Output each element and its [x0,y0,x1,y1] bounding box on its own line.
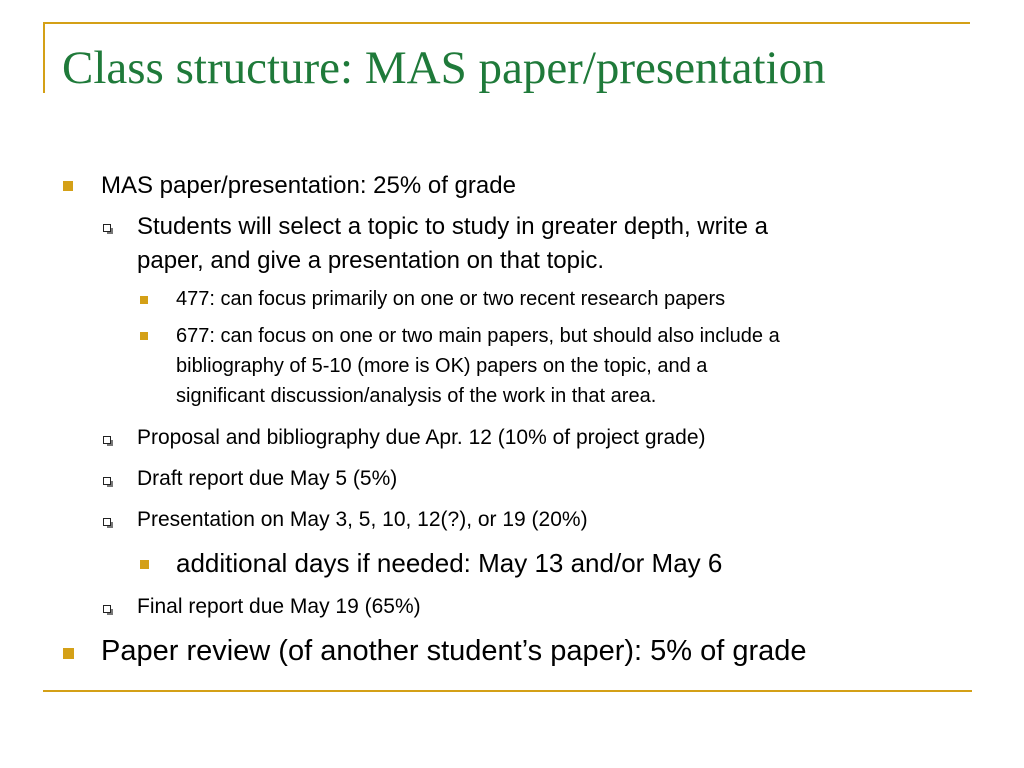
hollow-square-bullet-icon [103,605,111,613]
square-bullet-icon [140,296,148,304]
bullet-mas-paper: MAS paper/presentation: 25% of grade [101,172,516,199]
bullet-students-select-line2: paper, and give a presentation on that topic. [137,247,605,274]
bullet-presentation: Presentation on May 3, 5, 10, 12(?), or 19 (20%) [137,508,588,531]
square-bullet-icon [63,181,73,191]
bullet-final-report: Final report due May 19 (65%) [137,595,421,618]
bullet-677-line2: bibliography of 5-10 (more is OK) papers on the topic, and a [176,355,708,377]
bullet-additional-days: additional days if needed: May 13 and/or May 6 [176,548,723,578]
bullet-677-line1: 677: can focus on one or two main papers, but should also include a [176,325,780,347]
hollow-square-bullet-icon [103,477,111,485]
bullet-477: 477: can focus primarily on one or two recent research papers [176,288,726,310]
square-bullet-icon [140,560,149,569]
bullet-draft-report: Draft report due May 5 (5%) [137,467,398,490]
slide-title: Class structure: MAS paper/presentation [62,42,826,94]
square-bullet-icon [63,648,74,659]
hollow-square-bullet-icon [103,436,111,444]
bullet-proposal: Proposal and bibliography due Apr. 12 (10% of project grade) [137,426,706,449]
square-bullet-icon [140,332,148,340]
bullet-paper-review: Paper review (of another student’s paper): 5% of grade [101,635,807,667]
bullet-students-select-line1: Students will select a topic to study in greater depth, write a [137,213,768,240]
hollow-square-bullet-icon [103,518,111,526]
hollow-square-bullet-icon [103,224,111,232]
bullet-677-line3: significant discussion/analysis of the work in that area. [176,385,657,407]
